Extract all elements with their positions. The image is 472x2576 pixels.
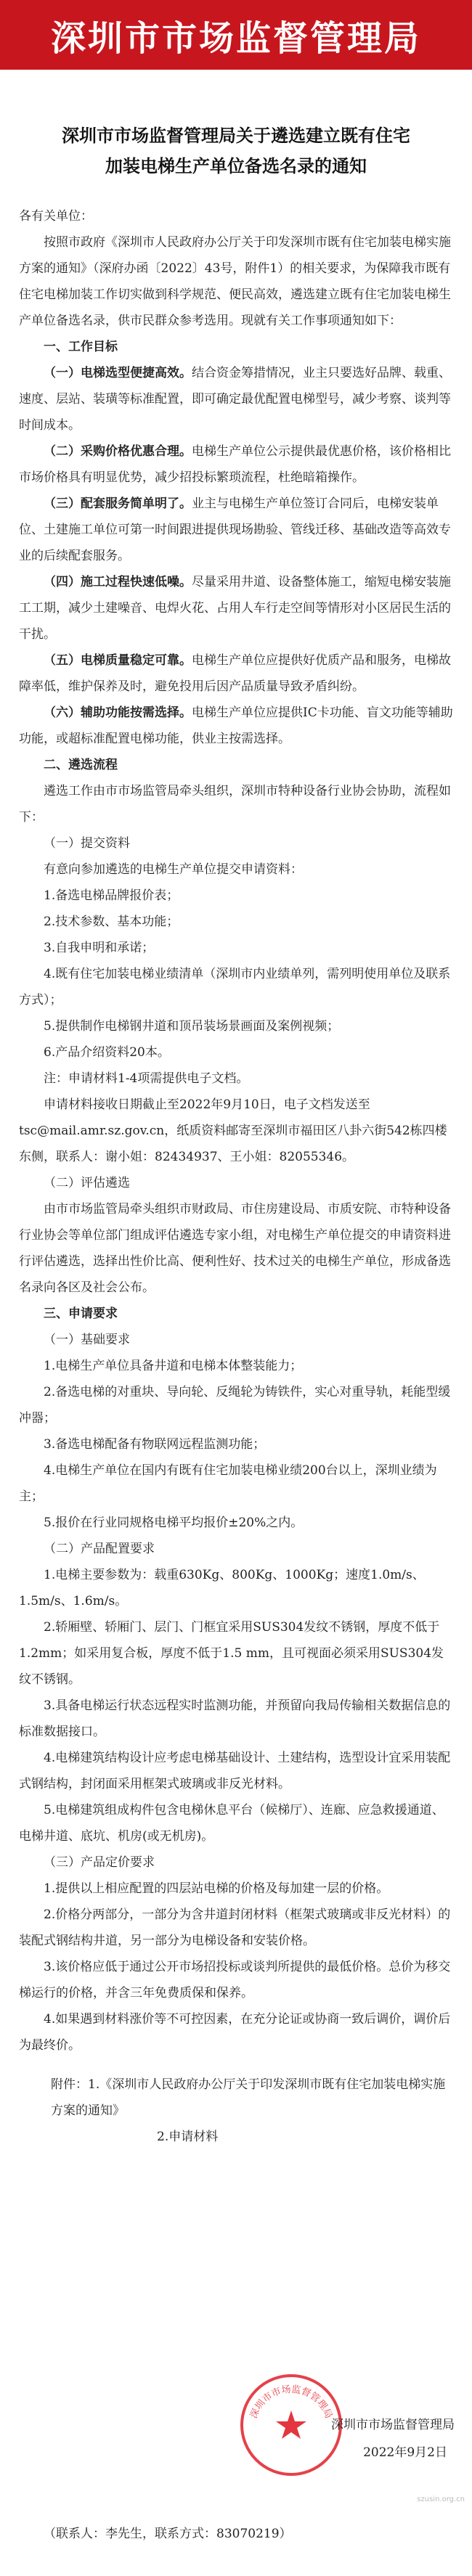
submit-deadline: 申请材料接收日期截止至2022年9月10日，电子文档发送至tsc@mail.amr.sz.gov.cn，纸质资料邮寄至深圳市福田区八卦六街542栋四楼东侧，联系人：谢小姐：82434937、王小姐：82055346。 bbox=[19, 1097, 447, 1164]
banner-title: 深圳市市场监督管理局 bbox=[50, 17, 421, 59]
goal-item bbox=[19, 438, 453, 491]
submit-note: 注：申请材料1-4项需提供电子文档。 bbox=[44, 1071, 249, 1086]
watermark: szusin.org.cn bbox=[417, 2495, 465, 2503]
goal-item-lead: （二）采购价格优惠合理。 bbox=[44, 444, 192, 459]
list-item: 1.提供以上相应配置的四层站电梯的价格及每加建一层的价格。 bbox=[44, 1881, 389, 1896]
goal-item bbox=[19, 700, 453, 752]
goal-item-text: 电梯生产单位应提供好优质产品和服务，电梯故障率低，维护保养及时，避免投用后因产品质量导致矛盾纠纷。 bbox=[19, 653, 451, 694]
list-item: 3.该价格应低于通过公开市场招投标或谈判所提供的最低价格。总价为移交梯运行的价格，并含三年免费质保和保养。 bbox=[19, 1960, 451, 2000]
list-item: 1.电梯生产单位具备井道和电梯本体整装能力； bbox=[44, 1359, 303, 1373]
signing-organization: 深圳市市场监督管理局 bbox=[331, 2418, 455, 2432]
submit-intro: 有意向参加遴选的电梯生产单位提交申请资料： bbox=[44, 862, 303, 877]
goal-item-lead: （一）电梯选型便捷高效。 bbox=[44, 366, 192, 380]
greeting: 各有关单位： bbox=[19, 209, 93, 224]
list-item: 3.具备电梯运行状态远程实时监测功能，并预留向我局传输相关数据信息的标准数据接口。 bbox=[19, 1698, 451, 1739]
notice-title bbox=[22, 120, 450, 181]
list-item: 2.轿厢壁、轿厢门、层门、门框宜采用SUS304发纹不锈钢，厚度不低于1.2mm；如采用复合板，厚度不低于1.5 mm，且可视面必须采用SUS304发纹不锈钢。 bbox=[19, 1620, 444, 1687]
list-item: 5.报价在行业同规格电梯平均报价±20%之内。 bbox=[44, 1516, 304, 1530]
goal-item-text: 电梯生产单位应提供IC卡功能、盲文功能等辅助功能，或超标准配置电梯功能，供业主按需选择。 bbox=[19, 706, 453, 746]
list-item: 2.备选电梯的对重块、导向轮、反绳轮为铸铁件，实心对重导轨，耗能型缓冲器； bbox=[19, 1385, 451, 1426]
list-item: 4.电梯生产单位在国内有既有住宅加装电梯业绩200台以上，深圳业绩为主； bbox=[19, 1463, 437, 1504]
list-item: 1.备选电梯品牌报价表； bbox=[44, 888, 179, 903]
list-item: 2.价格分两部分，一部分为含井道封闭材料（框架式玻璃或非反光材料）的装配式钢结构井道，另一部分为电梯设备和安装价格。 bbox=[19, 1908, 451, 1948]
list-item: 1.电梯主要参数为：载重630Kg、800Kg、1000Kg；速度1.0m/s、1.5m/s、1.6m/s。 bbox=[19, 1568, 425, 1608]
contact-info: （联系人：李先生，联系方式：83070219） bbox=[44, 2527, 292, 2541]
goal-item bbox=[19, 569, 453, 647]
seal-text: 深圳市市场监督管理局 bbox=[248, 2384, 334, 2421]
subsection-heading-config: （二）产品配置要求 bbox=[44, 1542, 155, 1556]
goal-item bbox=[19, 647, 453, 700]
section-heading-process: 二、遴选流程 bbox=[44, 758, 118, 772]
list-item: 5.提供制作电梯钢井道和顶吊装场景画面及案例视频； bbox=[44, 1019, 340, 1034]
goal-item bbox=[19, 360, 453, 438]
goal-item-lead: （三）配套服务简单明了。 bbox=[44, 496, 192, 511]
notice-body bbox=[19, 203, 453, 2150]
signing-date: 2022年9月2日 bbox=[363, 2445, 447, 2460]
subsection-heading-evaluation: （二）评估遴选 bbox=[44, 1176, 130, 1190]
banner-divider bbox=[0, 70, 472, 72]
subsection-heading-basic: （一）基础要求 bbox=[44, 1333, 130, 1347]
attachment-2: 2.申请材料 bbox=[157, 2130, 219, 2144]
attachments-label: 附件： bbox=[51, 2077, 88, 2092]
official-seal bbox=[237, 2371, 346, 2479]
list-item: 2.技术参数、基本功能； bbox=[44, 915, 179, 929]
subsection-heading-pricing: （三）产品定价要求 bbox=[44, 1855, 155, 1870]
intro-paragraph: 按照市政府《深圳市人民政府办公厅关于印发深圳市既有住宅加装电梯实施方案的通知》（深府办函〔2022〕43号，附件1）的相关要求，为保障我市既有住宅电梯加装工作切实做到科学规范、便民高效，遴选建立既有住宅加装电梯生产单位备选名录，供市民群众参考选用。现就有关工作事项通知如下： bbox=[19, 235, 451, 328]
section-heading-goals: 一、工作目标 bbox=[44, 340, 118, 354]
evaluation-text: 由市市场监管局牵头组织市财政局、市住房建设局、市质安院、市特种设备行业协会等单位部门组成评估遴选专家小组，对电梯生产单位提交的申请资料进行评估遴选，选择出性价比高、便利性好、技术过关的电梯生产单位，形成备选名录向各区及社会公布。 bbox=[19, 1202, 451, 1295]
process-intro: 遴选工作由市市场监管局牵头组织，深圳市特种设备行业协会协助，流程如下： bbox=[19, 784, 451, 825]
subsection-heading-submit: （一）提交资料 bbox=[44, 836, 130, 851]
list-item: 4.既有住宅加装电梯业绩清单（深圳市内业绩单列，需列明使用单位及联系方式）； bbox=[19, 967, 451, 1007]
list-item: 5.电梯建筑组成构件包含电梯休息平台（候梯厅）、连廊、应急救援通道、电梯井道、底坑、机房(或无机房)。 bbox=[19, 1803, 444, 1844]
goal-item-text: 尽量采用井道、设备整体施工，缩短电梯安装施工工期，减少土建噪音、电焊火花、占用人车行走空间等情形对小区居民生活的干扰。 bbox=[19, 575, 451, 642]
goal-item-lead: （六）辅助功能按需选择。 bbox=[44, 706, 192, 720]
header-banner bbox=[0, 0, 472, 70]
notice-title-line1: 深圳市市场监督管理局关于遴选建立既有住宅 bbox=[62, 125, 410, 146]
attachment-item: 1.《深圳市人民政府办公厅关于印发深圳市既有住宅加装电梯实施方案的通知》 bbox=[51, 2077, 446, 2118]
list-item: 6.产品介绍资料20本。 bbox=[44, 1045, 170, 1060]
goal-item-text: 业主与电梯生产单位签订合同后，电梯安装单位、土建施工单位可第一时间跟进提供现场勘验、管线迁移、基础改造等高效专业的后续配套服务。 bbox=[19, 496, 451, 563]
list-item: 3.自我申明和承诺； bbox=[44, 941, 155, 955]
goal-item bbox=[19, 491, 453, 569]
goal-item-lead: （五）电梯质量稳定可靠。 bbox=[44, 653, 192, 668]
section-heading-requirements: 三、申请要求 bbox=[44, 1307, 118, 1321]
signature-block bbox=[237, 2371, 455, 2472]
goal-item-text: 电梯生产单位公示提供最优惠价格，该价格相比市场价格具有明显优势，减少招投标繁琐流程，杜绝暗箱操作。 bbox=[19, 444, 451, 485]
notice-title-line2: 加装电梯生产单位备选名录的通知 bbox=[105, 155, 367, 176]
attachment-1 bbox=[19, 2072, 453, 2124]
list-item: 4.如果遇到材料涨价等不可控因素，在充分论证或协商一致后调价，调价后为最终价。 bbox=[19, 2012, 451, 2053]
list-item: 3.备选电梯配备有物联网远程监测功能； bbox=[44, 1437, 266, 1452]
goal-item-text: 结合资金筹措情况，业主只要选好品牌、载重、速度、层站、装璜等标准配置，即可确定最优配置电梯型号，减少考察、谈判等时间成本。 bbox=[19, 366, 451, 433]
list-item: 4.电梯建筑结构设计应考虑电梯基础设计、土建结构，选型设计宜采用装配式钢结构，封闭面采用框架式玻璃或非反光材料。 bbox=[19, 1751, 451, 1791]
goal-item-lead: （四）施工过程快速低噪。 bbox=[44, 575, 192, 589]
